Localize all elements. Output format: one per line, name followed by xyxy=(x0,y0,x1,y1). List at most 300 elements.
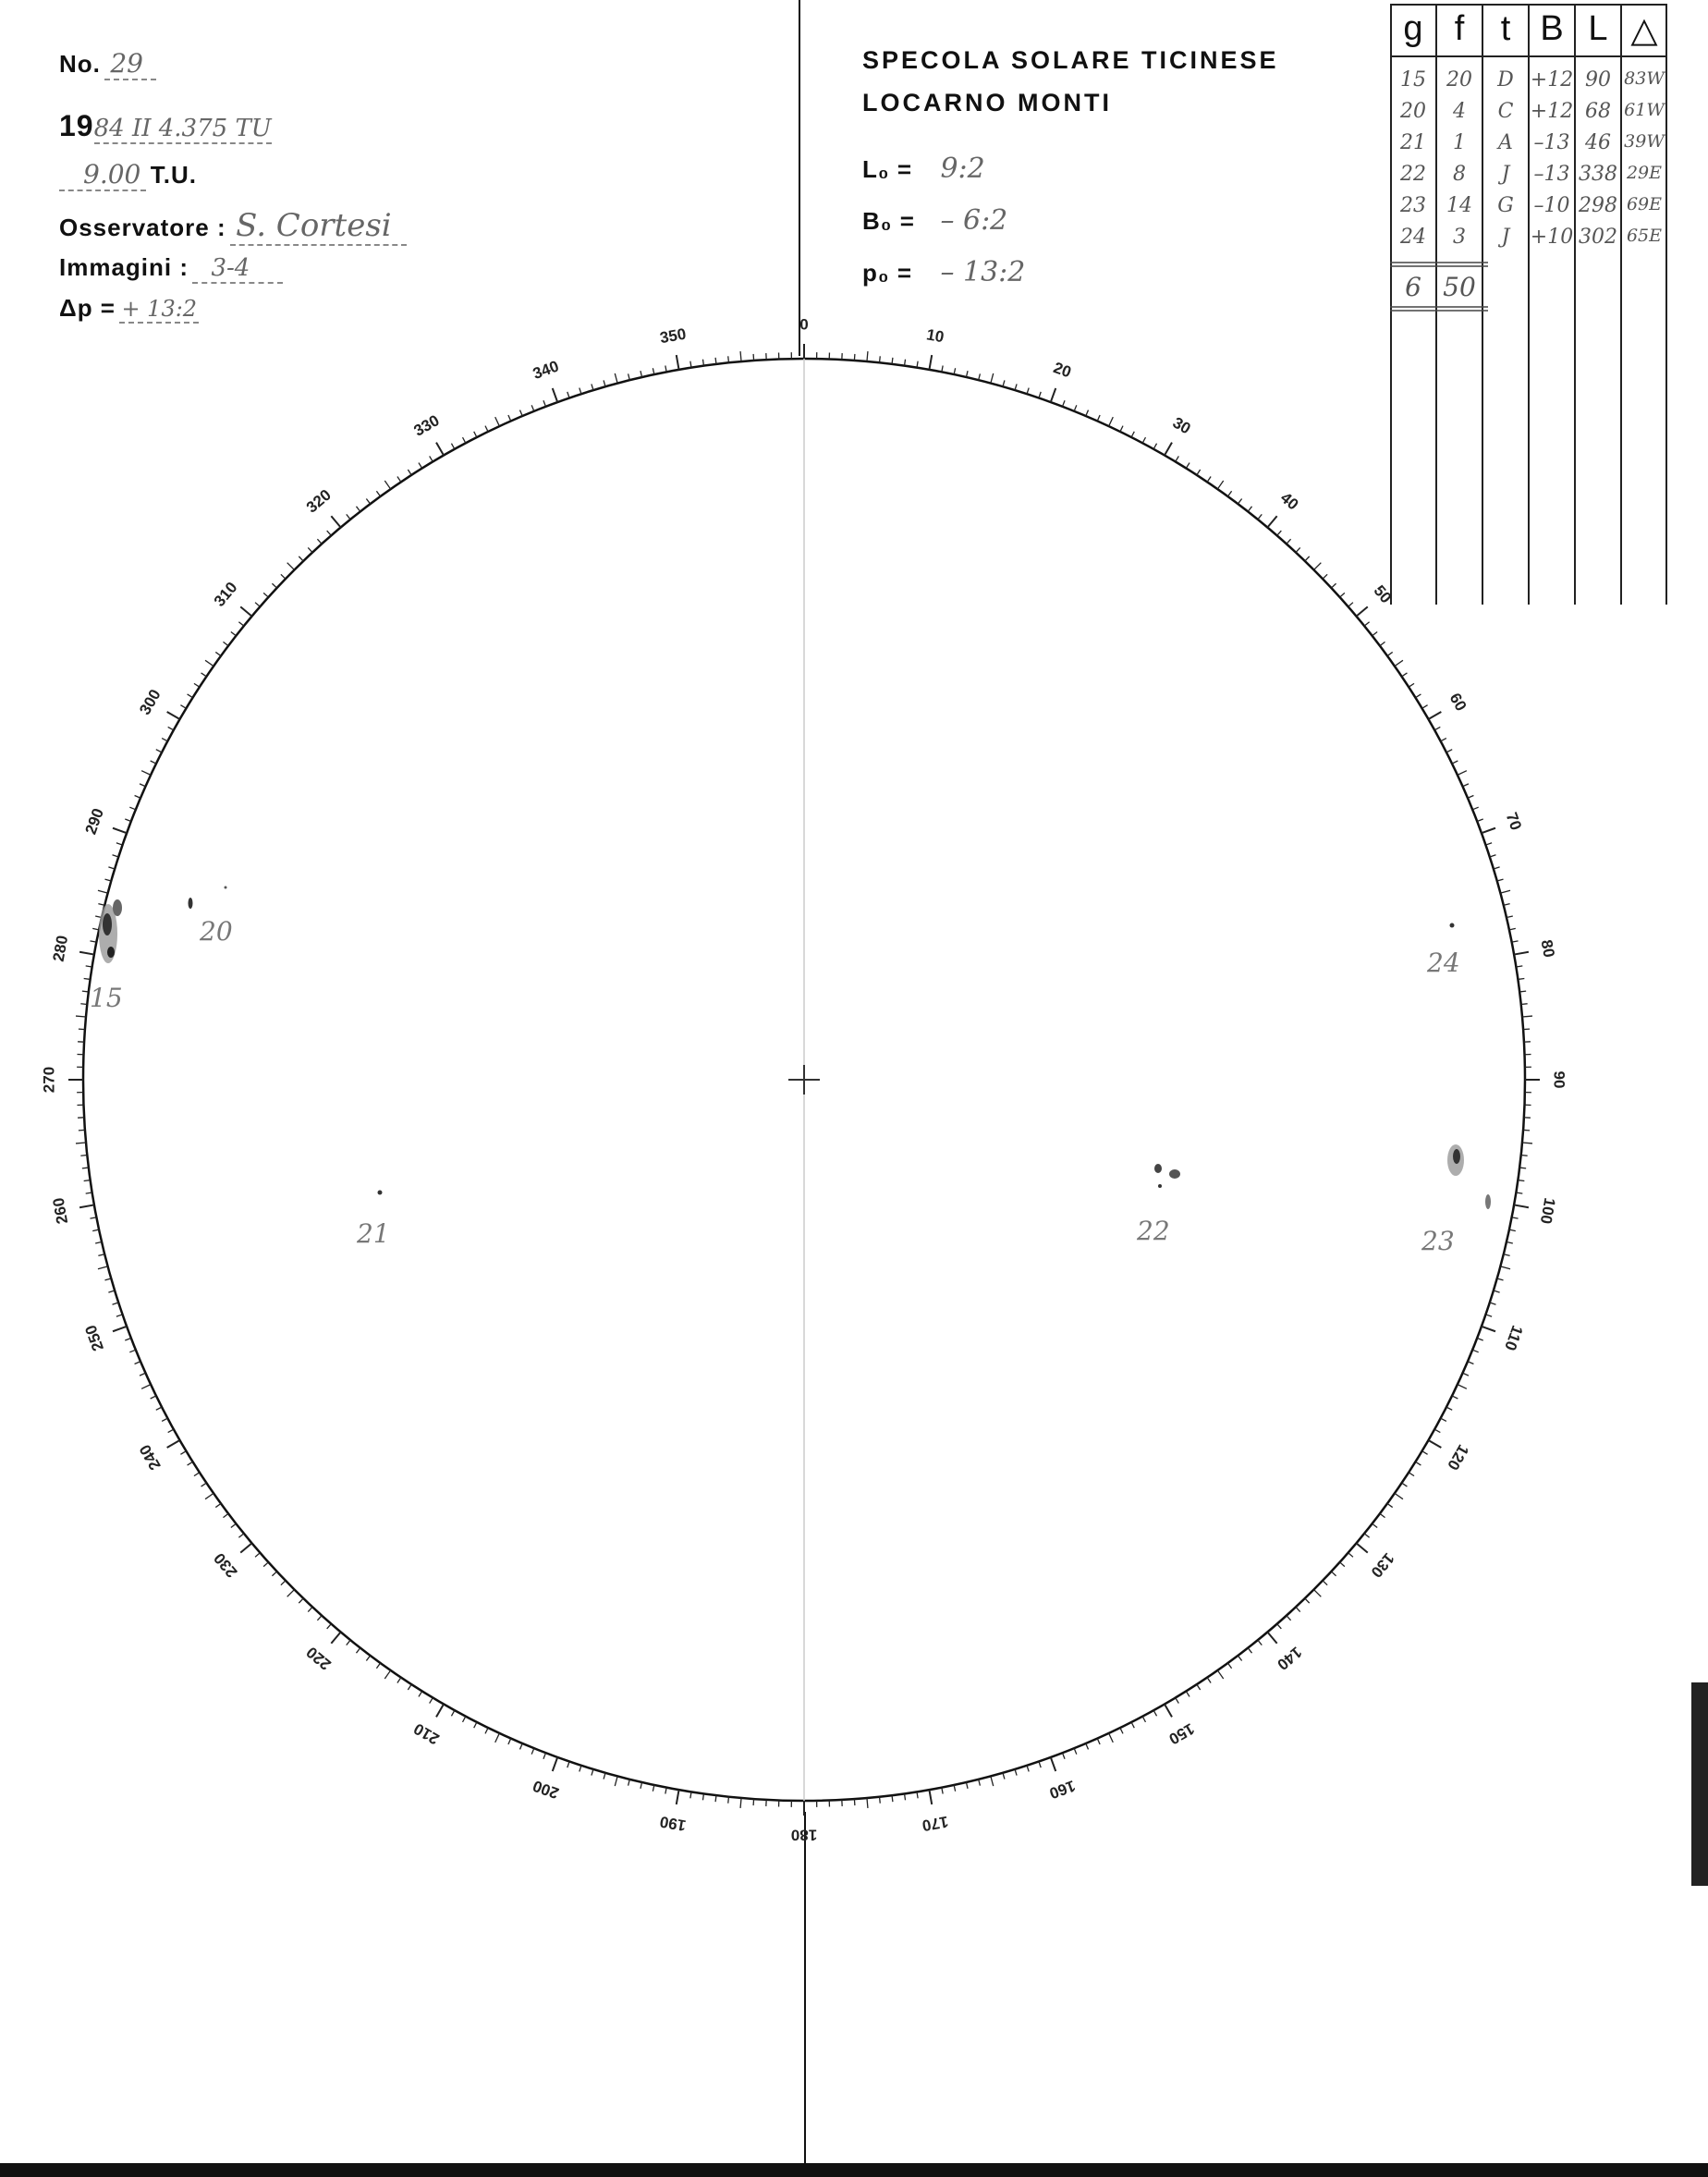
table-cell: 83W xyxy=(1624,68,1665,89)
images-label: Immagini : xyxy=(59,253,189,281)
observer-value: S. Cortesi xyxy=(230,207,407,246)
dial-tick xyxy=(92,1229,99,1230)
dial-tick xyxy=(317,1616,322,1621)
dial-tick xyxy=(1027,1766,1029,1772)
dial-tick xyxy=(592,384,593,390)
dial-label: 100 xyxy=(1536,1196,1559,1226)
dial-tick xyxy=(1063,400,1066,407)
dial-tick xyxy=(79,1205,94,1207)
dial-tick xyxy=(1186,463,1190,469)
dial-label: 230 xyxy=(210,1549,241,1582)
dial-tick xyxy=(366,498,370,504)
dial-label: 150 xyxy=(1165,1719,1198,1748)
dial-tick xyxy=(1514,1205,1529,1207)
sunspot xyxy=(103,913,112,936)
table-cell: 61W xyxy=(1624,100,1665,120)
dial-tick xyxy=(151,1396,156,1399)
dial-tick xyxy=(397,477,401,483)
dial-label: 140 xyxy=(1274,1643,1306,1674)
table-cell: G xyxy=(1497,194,1514,217)
dial-label: 300 xyxy=(136,686,165,718)
sunspot xyxy=(1453,1149,1460,1164)
dial-tick xyxy=(1015,1769,1017,1776)
dial-tick xyxy=(205,660,214,666)
dial-label: 290 xyxy=(81,805,108,838)
dial-tick xyxy=(1340,1562,1345,1567)
dial-tick xyxy=(1509,1229,1516,1230)
table-cell: J xyxy=(1501,163,1510,186)
dial-tick xyxy=(1227,491,1231,496)
dial-tick xyxy=(451,444,454,449)
dial-label: 200 xyxy=(530,1776,562,1803)
L0-label: L₀ = xyxy=(862,155,913,183)
sunspot xyxy=(225,887,227,889)
dial-tick xyxy=(954,1785,955,1792)
dial-tick xyxy=(430,1698,433,1704)
dial-tick xyxy=(1372,631,1378,635)
dial-tick xyxy=(677,1790,679,1804)
table-cell: 4 xyxy=(1453,100,1466,123)
dial-tick xyxy=(991,373,994,384)
dial-tick xyxy=(1490,1303,1496,1304)
table-cell: –13 xyxy=(1533,163,1570,186)
dial-tick xyxy=(135,1362,140,1364)
dial-tick xyxy=(1500,1266,1510,1269)
dial-tick xyxy=(495,417,500,426)
dial-tick xyxy=(1494,867,1500,869)
dial-tick xyxy=(1402,673,1408,677)
dial-label: 160 xyxy=(1046,1776,1079,1803)
dial-tick xyxy=(1238,1656,1241,1661)
scan-bottom-edge xyxy=(0,2163,1708,2177)
scan-right-edge xyxy=(1691,1682,1708,1886)
dial-tick xyxy=(604,380,605,386)
record-number-value: 29 xyxy=(104,48,156,80)
table-cell: 14 xyxy=(1446,194,1472,217)
dial-tick xyxy=(80,1004,87,1005)
table-cell: 29E xyxy=(1626,163,1663,183)
dial-tick xyxy=(376,491,380,496)
dial-label: 240 xyxy=(136,1441,165,1474)
dial-tick xyxy=(1348,603,1353,607)
dial-tick xyxy=(238,1534,243,1537)
dial-tick xyxy=(162,739,167,741)
dial-tick xyxy=(1248,1648,1251,1654)
dial-tick xyxy=(954,368,955,374)
dial-tick xyxy=(495,1733,500,1743)
col-header-delta: △ xyxy=(1630,11,1658,50)
dial-tick xyxy=(1217,481,1223,489)
dial-tick xyxy=(1097,415,1100,421)
dial-tick xyxy=(1468,795,1473,798)
dial-label: 80 xyxy=(1537,938,1558,960)
dial-label: 320 xyxy=(302,485,335,517)
dial-label: 10 xyxy=(924,325,946,347)
dial-tick xyxy=(419,1691,422,1696)
dial-tick xyxy=(508,1739,511,1744)
dial-tick xyxy=(640,1782,642,1789)
dial-tick xyxy=(1120,1728,1123,1733)
dial-tick xyxy=(308,547,312,552)
dial-tick xyxy=(1142,437,1145,443)
dial-tick xyxy=(1277,531,1282,535)
dial-tick xyxy=(125,1339,131,1341)
dial-tick xyxy=(408,1684,411,1690)
dial-tick xyxy=(1153,1710,1156,1716)
dial-tick xyxy=(140,1373,145,1376)
dial-tick xyxy=(1434,727,1440,729)
dial-tick xyxy=(327,531,332,535)
sunspot xyxy=(107,947,115,958)
dial-tick xyxy=(125,819,131,822)
dial-tick xyxy=(553,1757,557,1771)
dial-label: 350 xyxy=(658,324,688,348)
dial-tick xyxy=(1340,593,1345,597)
dial-tick xyxy=(1086,1743,1089,1749)
table-cell: 69E xyxy=(1626,194,1663,214)
dial-label: 50 xyxy=(1370,581,1396,607)
dial-tick xyxy=(1514,952,1529,955)
dial-tick xyxy=(728,1797,729,1804)
dial-tick xyxy=(356,507,360,512)
dial-tick xyxy=(188,694,193,698)
dial-tick xyxy=(1486,843,1493,845)
dial-tick xyxy=(255,1553,260,1558)
dial-tick xyxy=(272,1572,276,1576)
dial-tick xyxy=(1176,1698,1179,1704)
dial-label: 180 xyxy=(790,1826,818,1844)
sunspot xyxy=(1154,1164,1162,1173)
dial-tick xyxy=(272,583,276,588)
dial-tick xyxy=(141,771,151,776)
total-spots: 50 xyxy=(1443,272,1476,302)
table-cell: 3 xyxy=(1453,226,1466,249)
dial-tick xyxy=(1267,1633,1276,1644)
dial-tick xyxy=(240,606,251,616)
dial-tick xyxy=(205,1493,214,1498)
dial-tick xyxy=(76,1143,86,1144)
dial-tick xyxy=(113,855,119,857)
group-label-21: 21 xyxy=(357,1218,390,1249)
dial-tick xyxy=(299,1598,303,1603)
dial-tick xyxy=(419,463,422,469)
dial-tick xyxy=(98,904,104,906)
dial-tick xyxy=(1380,1513,1385,1517)
p0-value: – 13:2 xyxy=(940,256,1026,288)
dial-tick xyxy=(281,574,286,579)
dial-tick xyxy=(1131,1722,1134,1728)
dial-tick xyxy=(108,1290,115,1292)
table-cell: 22 xyxy=(1400,163,1426,186)
dial-tick xyxy=(929,1790,932,1804)
group-label-15: 15 xyxy=(90,983,123,1013)
dial-label: 210 xyxy=(410,1719,443,1748)
dial-tick xyxy=(1197,470,1201,475)
dial-tick xyxy=(408,470,411,475)
dial-tick xyxy=(1458,771,1467,776)
dial-tick xyxy=(92,928,99,929)
dial-tick xyxy=(567,1762,569,1768)
images-value: 3-4 xyxy=(192,254,283,284)
dial-tick xyxy=(531,1748,534,1754)
dial-label: 40 xyxy=(1276,488,1302,514)
table-cell: D xyxy=(1497,68,1514,92)
dial-tick xyxy=(240,1543,251,1552)
table-cell: C xyxy=(1497,100,1514,123)
dial-tick xyxy=(1422,1451,1428,1455)
observatory-name: SPECOLA SOLARE TICINESE xyxy=(862,46,1279,74)
dial-tick xyxy=(1463,784,1469,787)
dial-tick xyxy=(1015,384,1017,390)
table-cell: 302 xyxy=(1579,226,1617,249)
delta-p-value: + 13:2 xyxy=(121,296,198,322)
dial-tick xyxy=(1446,1407,1452,1410)
dial-tick xyxy=(255,603,260,607)
dial-tick xyxy=(113,828,127,833)
dial-tick xyxy=(543,1753,546,1759)
dial-tick xyxy=(580,1766,581,1772)
B0-label: B₀ = xyxy=(862,207,915,235)
dial-tick xyxy=(1003,1773,1005,1780)
dial-tick xyxy=(1477,819,1483,822)
dial-tick xyxy=(95,1241,102,1243)
dial-label: 130 xyxy=(1367,1549,1398,1582)
dial-tick xyxy=(1142,1717,1145,1722)
dial-tick xyxy=(79,952,94,955)
dial-tick xyxy=(223,1513,228,1517)
dial-tick xyxy=(1409,683,1414,687)
dial-tick xyxy=(531,405,534,410)
dial-tick xyxy=(867,351,868,361)
dial-tick xyxy=(1434,1429,1440,1432)
dial-tick xyxy=(728,356,729,362)
dial-tick xyxy=(1227,1663,1231,1669)
dial-tick xyxy=(104,1278,111,1280)
dial-tick xyxy=(397,1678,401,1683)
dial-tick xyxy=(129,1350,135,1352)
time-label: T.U. xyxy=(150,161,198,189)
table-cell: +12 xyxy=(1530,100,1574,123)
dial-tick xyxy=(508,415,511,421)
dial-tick xyxy=(892,1795,893,1802)
dial-tick xyxy=(966,371,968,377)
dial-tick xyxy=(463,1717,466,1722)
table-cell: 1 xyxy=(1453,131,1466,154)
table-cell: 338 xyxy=(1579,163,1617,186)
dial-tick xyxy=(1441,1418,1446,1421)
dial-tick xyxy=(1314,1590,1322,1597)
table-cell: –10 xyxy=(1533,194,1570,217)
dial-tick xyxy=(82,991,89,992)
dial-tick xyxy=(281,1581,286,1585)
dial-tick xyxy=(1482,1327,1495,1331)
dial-tick xyxy=(1039,1762,1041,1768)
dial-tick xyxy=(238,622,243,626)
dial-tick xyxy=(231,631,237,635)
dial-tick xyxy=(347,514,350,519)
dial-tick xyxy=(1097,1739,1100,1744)
col-header-B: B xyxy=(1540,9,1564,48)
dial-tick xyxy=(1248,507,1251,512)
table-cell: 15 xyxy=(1400,68,1426,92)
dial-label: 0 xyxy=(799,315,809,334)
dial-tick xyxy=(108,867,115,869)
dial-tick xyxy=(991,1776,994,1786)
table-cell: J xyxy=(1501,226,1510,249)
dial-tick xyxy=(1287,1616,1291,1621)
group-label-24: 24 xyxy=(1427,948,1460,978)
dial-tick xyxy=(1348,1553,1353,1558)
dial-tick xyxy=(1207,1678,1211,1683)
dial-tick xyxy=(1463,1373,1469,1376)
sunspot-group-21 xyxy=(378,1191,383,1195)
dial-tick xyxy=(384,1670,390,1679)
total-groups: 6 xyxy=(1405,272,1421,302)
dial-label: 310 xyxy=(210,578,241,610)
dial-tick xyxy=(1497,1278,1504,1280)
dial-tick xyxy=(463,437,466,443)
dial-tick xyxy=(1395,1493,1403,1498)
dial-tick xyxy=(1109,1733,1114,1743)
dial-tick xyxy=(113,1327,127,1331)
dial-tick xyxy=(1051,1757,1055,1771)
dial-tick xyxy=(1472,1350,1478,1352)
dial-tick xyxy=(1120,426,1123,432)
dial-label: 170 xyxy=(921,1812,950,1835)
dial-tick xyxy=(1217,1670,1223,1679)
dial-tick xyxy=(384,481,390,489)
sunspot-group-20 xyxy=(189,887,227,910)
dial-tick xyxy=(1452,1396,1458,1399)
dial-tick xyxy=(317,539,322,544)
dial-tick xyxy=(116,843,123,845)
dial-tick xyxy=(880,356,881,362)
dial-tick xyxy=(1186,1691,1190,1696)
dial-tick xyxy=(98,1254,104,1256)
dial-tick xyxy=(519,410,522,416)
dial-tick xyxy=(167,1440,180,1448)
dial-tick xyxy=(1372,1523,1378,1527)
dial-tick xyxy=(201,673,207,677)
time-value: 9.00 xyxy=(59,159,146,191)
table-cell: 24 xyxy=(1400,226,1426,249)
table-cell: 20 xyxy=(1400,100,1426,123)
observatory-location: LOCARNO MONTI xyxy=(862,89,1112,116)
dial-tick xyxy=(1452,761,1458,764)
dial-label: 190 xyxy=(658,1812,688,1835)
dial-tick xyxy=(1458,1385,1467,1389)
dial-label: 90 xyxy=(1550,1070,1568,1089)
dial-tick xyxy=(1197,1684,1201,1690)
dial-tick xyxy=(113,1303,119,1304)
dial-tick xyxy=(1482,828,1495,833)
dial-tick xyxy=(892,358,893,364)
dial-tick xyxy=(1277,1624,1282,1629)
dial-tick xyxy=(485,426,488,432)
dial-label: 120 xyxy=(1444,1441,1472,1474)
table-cell: 39W xyxy=(1624,131,1665,152)
dial-tick xyxy=(1238,498,1241,504)
dial-tick xyxy=(287,563,295,570)
dial-label: 110 xyxy=(1501,1323,1527,1353)
dial-tick xyxy=(604,1773,605,1780)
table-cell: 46 xyxy=(1585,131,1611,154)
dial-tick xyxy=(1051,388,1055,402)
date-value: 84 II 4.375 TU xyxy=(93,115,272,142)
dial-tick xyxy=(162,1418,167,1421)
dial-tick xyxy=(331,516,340,527)
sunspot-group-24 xyxy=(1450,923,1455,928)
dial-tick xyxy=(116,1315,123,1316)
dial-tick xyxy=(1446,750,1452,752)
sunspot xyxy=(1485,1194,1491,1209)
dial-tick xyxy=(1086,410,1089,416)
dial-tick xyxy=(1380,642,1385,645)
dial-tick xyxy=(347,1640,350,1645)
dial-tick xyxy=(1409,1473,1414,1476)
dial-label: 270 xyxy=(40,1066,58,1094)
dial-tick xyxy=(628,373,630,380)
dial-tick xyxy=(1267,516,1276,527)
dial-tick xyxy=(929,355,932,370)
dial-tick xyxy=(1522,1016,1532,1017)
dial-tick xyxy=(1027,388,1029,395)
sunspot xyxy=(189,898,193,909)
dial-tick xyxy=(1521,1004,1528,1005)
dial-tick xyxy=(1003,380,1005,386)
dial-tick xyxy=(135,795,140,798)
dial-tick xyxy=(1486,1315,1493,1316)
dial-tick xyxy=(1165,1704,1172,1717)
dial-label: 220 xyxy=(302,1643,335,1674)
table-cell: +10 xyxy=(1530,226,1574,249)
dial-tick xyxy=(140,784,145,787)
dial-tick xyxy=(1468,1362,1473,1364)
dial-tick xyxy=(76,1016,86,1017)
dial-tick xyxy=(567,392,569,398)
dial-tick xyxy=(201,1483,207,1486)
dial-tick xyxy=(129,807,135,810)
dial-tick xyxy=(1296,1607,1300,1611)
dial-tick xyxy=(628,1780,630,1786)
dial-tick xyxy=(1364,622,1369,626)
dial-label: 60 xyxy=(1446,690,1470,715)
dial-tick xyxy=(1258,514,1262,519)
dial-tick xyxy=(168,727,174,729)
dial-label: 30 xyxy=(1169,413,1194,438)
record-number-label: No. xyxy=(59,50,101,78)
col-header-g: g xyxy=(1403,9,1423,48)
dial-tick xyxy=(1074,405,1077,410)
dial-tick xyxy=(615,373,617,384)
dial-tick xyxy=(263,1562,268,1567)
dial-label: 330 xyxy=(410,411,443,440)
sunspot xyxy=(378,1191,383,1195)
dial-tick xyxy=(194,683,200,687)
dial-tick xyxy=(1507,916,1513,918)
dial-tick xyxy=(1500,890,1510,893)
table-cell: 65E xyxy=(1626,226,1663,246)
dial-tick xyxy=(1509,928,1516,929)
col-header-L: L xyxy=(1588,9,1608,48)
dial-tick xyxy=(1331,583,1336,588)
dial-tick xyxy=(299,556,303,561)
dial-tick xyxy=(1522,1143,1532,1144)
dial-tick xyxy=(436,443,444,456)
dial-tick xyxy=(1428,712,1441,719)
table-cell: A xyxy=(1498,131,1513,154)
dial-tick xyxy=(263,593,268,597)
